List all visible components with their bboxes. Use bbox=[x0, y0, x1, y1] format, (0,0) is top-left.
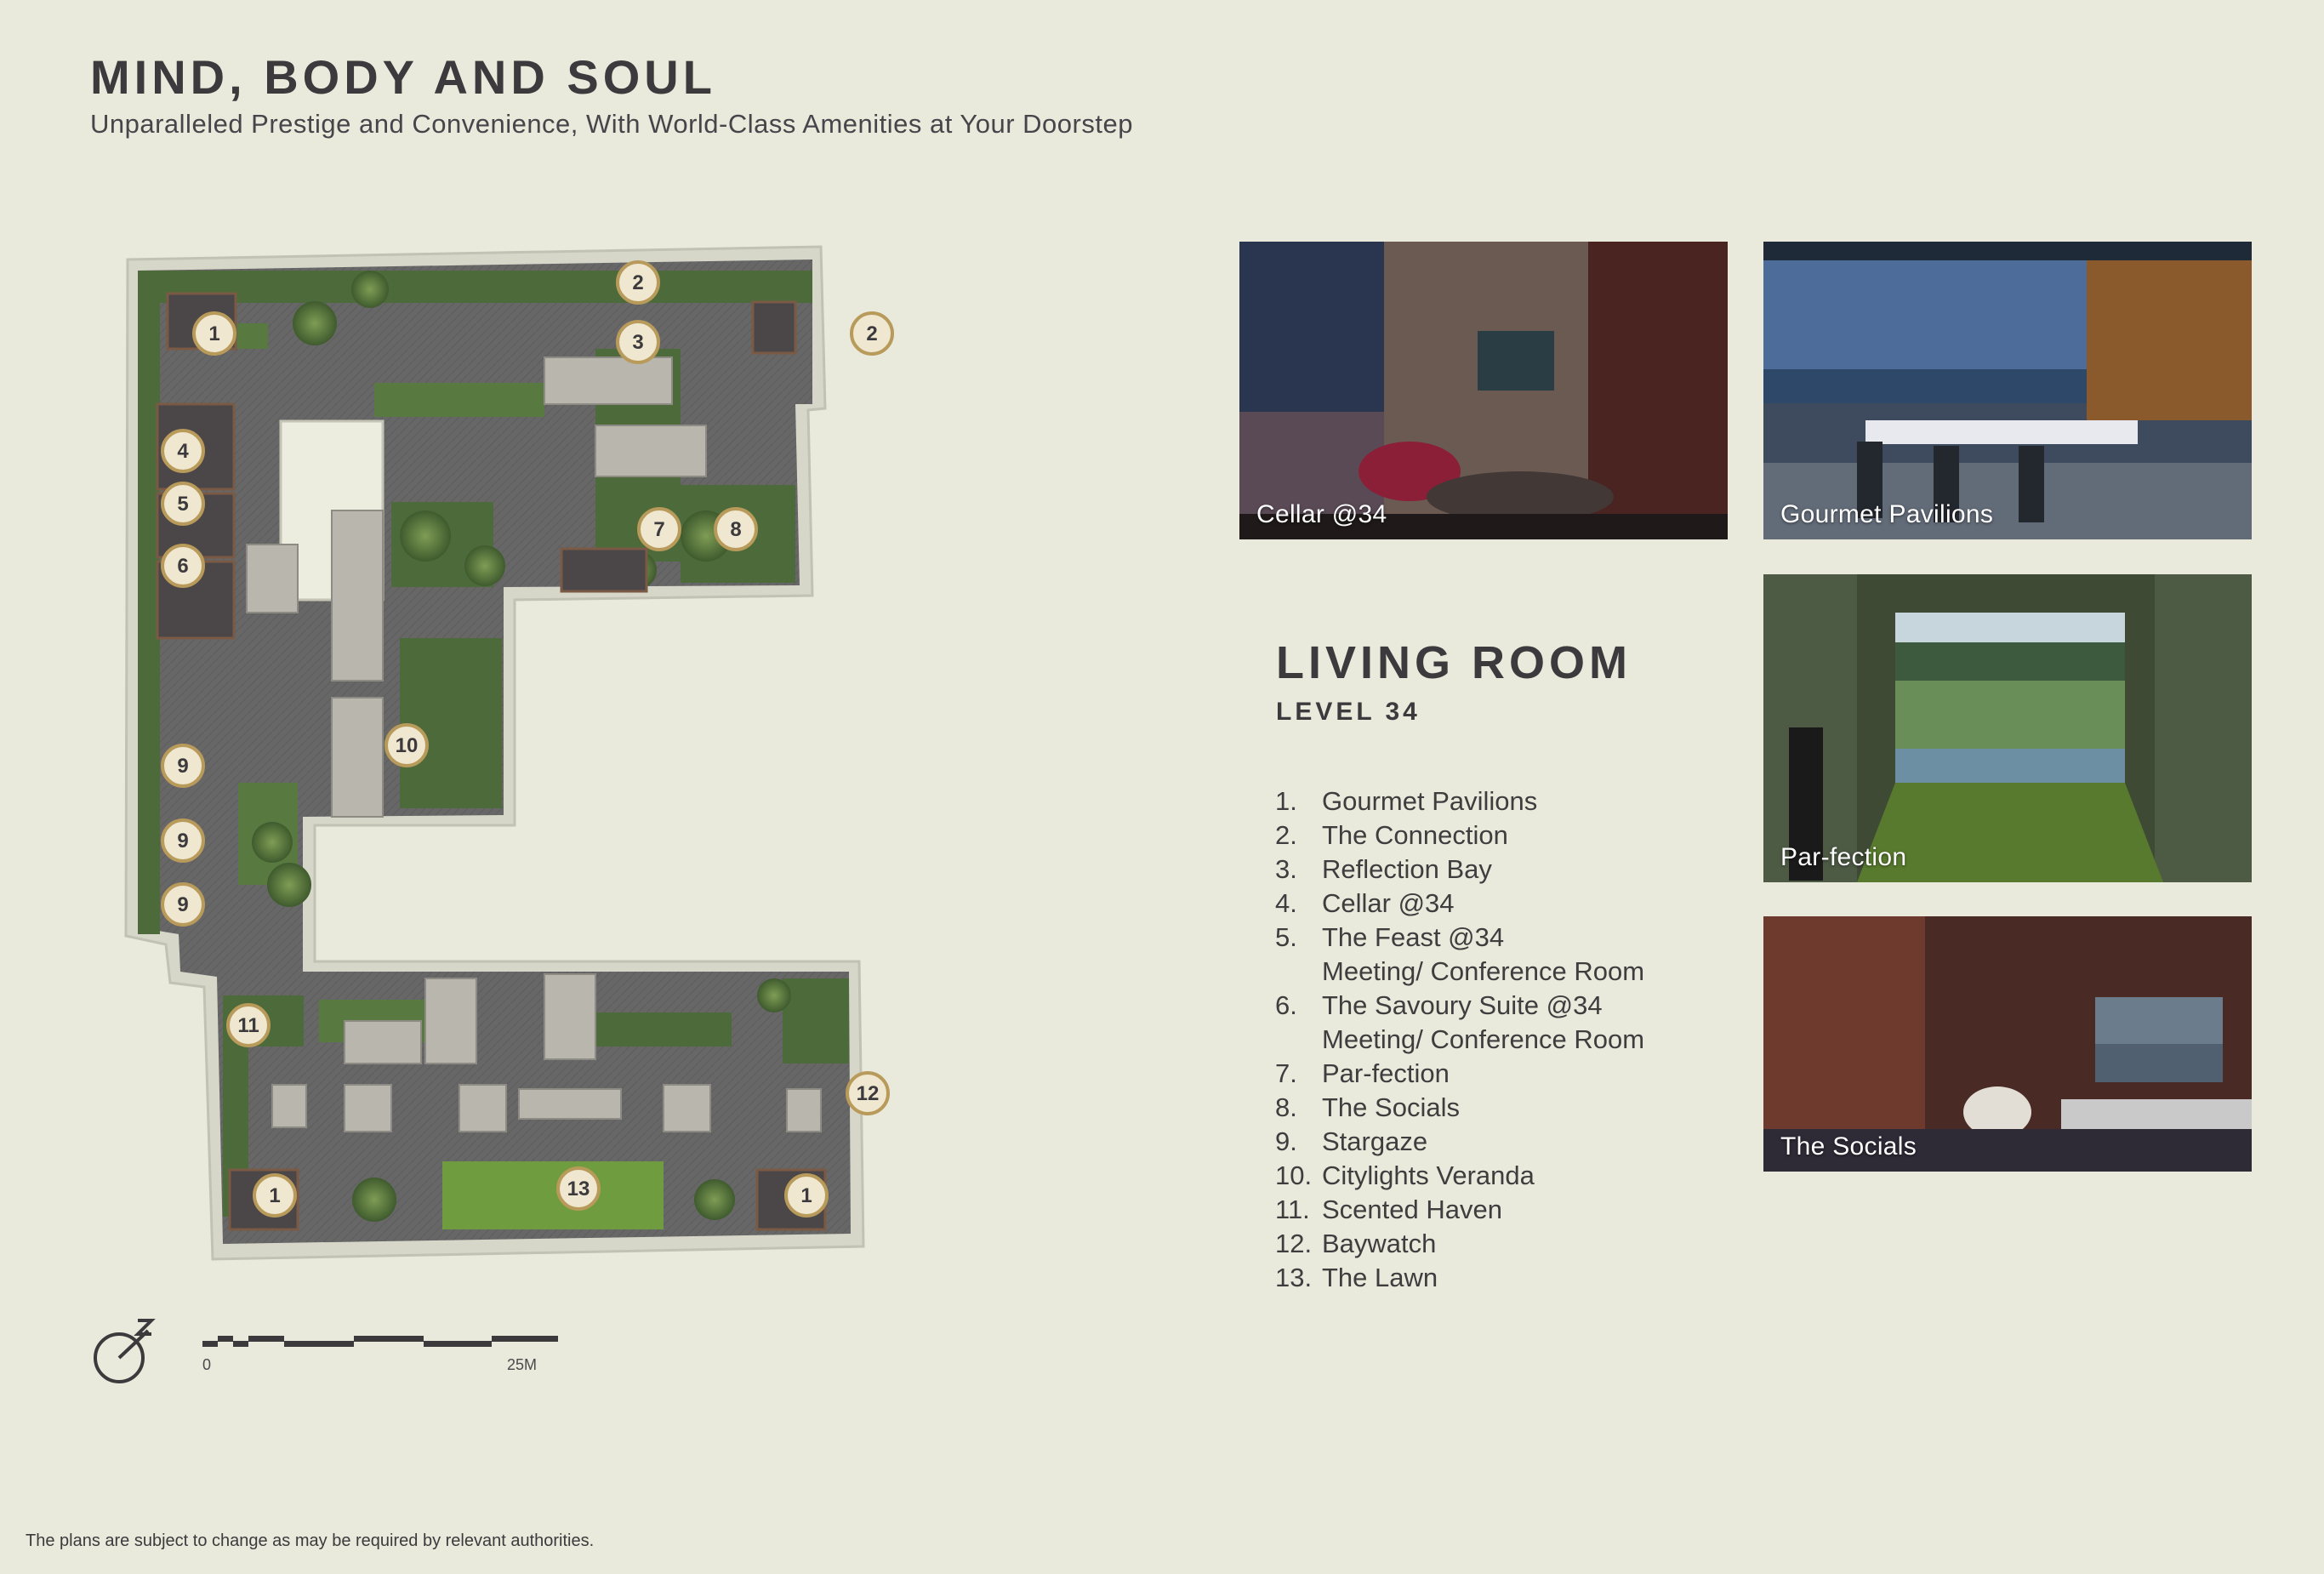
legend-text bbox=[1322, 1057, 1450, 1091]
legend-label: Meeting/ Conference Room bbox=[1322, 956, 1645, 986]
plan-marker-number: 3 bbox=[632, 331, 644, 354]
page-subtitle: Unparalleled Prestige and Convenience, With World-Class Amenities at Your Doorstep bbox=[90, 109, 1133, 139]
legend-number: 5. bbox=[1275, 922, 1297, 952]
plan-marker bbox=[162, 820, 203, 861]
legend-item bbox=[1275, 1159, 1644, 1193]
amenity-legend bbox=[1275, 784, 1644, 1295]
plan-marker bbox=[162, 745, 203, 786]
plan-marker-number: 11 bbox=[237, 1014, 259, 1037]
legend-label: Baywatch bbox=[1322, 1229, 1437, 1258]
legend-text bbox=[1322, 818, 1508, 853]
plan-marker bbox=[194, 313, 235, 354]
page-title: MIND, BODY AND SOUL bbox=[90, 50, 716, 104]
legend-label: Citylights Veranda bbox=[1322, 1161, 1535, 1190]
legend-number: 4. bbox=[1275, 888, 1297, 918]
legend-item bbox=[1275, 1193, 1644, 1227]
legend-label: Gourmet Pavilions bbox=[1322, 786, 1538, 816]
legend-number: 8. bbox=[1275, 1092, 1297, 1122]
legend-text bbox=[1322, 1261, 1438, 1295]
legend-label: Meeting/ Conference Room bbox=[1322, 1024, 1645, 1054]
legend-text bbox=[1322, 1159, 1535, 1193]
legend-label: Scented Haven bbox=[1322, 1195, 1502, 1224]
legend-text bbox=[1322, 1227, 1436, 1261]
plan-marker-number: 13 bbox=[567, 1178, 590, 1200]
legend-item bbox=[1275, 1261, 1644, 1295]
level-title: LIVING ROOM bbox=[1276, 637, 1632, 688]
legend-number: 6. bbox=[1275, 990, 1297, 1020]
legend-number: 10. bbox=[1275, 1161, 1313, 1190]
plan-marker-number: 6 bbox=[177, 555, 189, 578]
plan-marker bbox=[847, 1073, 888, 1114]
plan-marker-number: 1 bbox=[269, 1184, 281, 1207]
legend-item bbox=[1275, 818, 1644, 853]
legend-item bbox=[1275, 1125, 1644, 1159]
legend-text bbox=[1322, 1125, 1427, 1159]
photo-the-socials bbox=[1763, 916, 2252, 1172]
legend-label: Reflection Bay bbox=[1322, 854, 1492, 884]
north-arrow-icon bbox=[88, 1314, 165, 1390]
plan-marker bbox=[639, 509, 680, 550]
plan-marker-number: 9 bbox=[177, 893, 189, 916]
legend-item bbox=[1275, 853, 1644, 887]
plan-marker bbox=[162, 431, 203, 471]
plan-marker-number: 4 bbox=[177, 440, 189, 463]
plan-marker bbox=[162, 884, 203, 925]
legend-item bbox=[1275, 1227, 1644, 1261]
legend-number: 11. bbox=[1275, 1195, 1310, 1224]
legend-text bbox=[1322, 921, 1644, 989]
plan-marker-number: 2 bbox=[866, 322, 878, 345]
plan-marker bbox=[162, 483, 203, 524]
legend-number: 3. bbox=[1275, 854, 1297, 884]
plan-marker-number: 7 bbox=[653, 518, 665, 541]
plan-marker-number: 2 bbox=[632, 271, 644, 294]
plan-marker bbox=[386, 725, 427, 766]
legend-number: 13. bbox=[1275, 1263, 1313, 1292]
legend-text bbox=[1322, 853, 1492, 887]
plan-marker bbox=[558, 1168, 599, 1209]
photo-cellar bbox=[1239, 242, 1728, 539]
legend-number: 1. bbox=[1275, 786, 1297, 816]
plan-marker-number: 1 bbox=[800, 1184, 812, 1207]
plan-marker bbox=[618, 262, 658, 303]
plan-marker bbox=[228, 1005, 269, 1046]
legend-item bbox=[1275, 784, 1644, 818]
legend-text bbox=[1322, 887, 1455, 921]
legend-number: 12. bbox=[1275, 1229, 1313, 1258]
legend-item bbox=[1275, 887, 1644, 921]
legend-label: The Feast @34 bbox=[1322, 922, 1505, 952]
scale-start-label: 0 bbox=[202, 1356, 212, 1373]
legend-label: The Lawn bbox=[1322, 1263, 1438, 1292]
legend-label: Cellar @34 bbox=[1322, 888, 1455, 918]
plan-marker-number: 8 bbox=[730, 518, 742, 541]
legend-item bbox=[1275, 1091, 1644, 1125]
legend-label: The Savoury Suite @34 bbox=[1322, 990, 1603, 1020]
site-plan bbox=[119, 230, 953, 1285]
plan-marker-number: 1 bbox=[208, 322, 220, 345]
legend-item bbox=[1275, 1057, 1644, 1091]
scale-end-label: 25M bbox=[507, 1356, 538, 1373]
photo-par-fection bbox=[1763, 574, 2252, 882]
legend-text bbox=[1322, 1091, 1460, 1125]
scale-bar bbox=[201, 1334, 558, 1375]
plan-marker-number: 9 bbox=[177, 830, 189, 853]
legend-text bbox=[1322, 784, 1537, 818]
plan-marker bbox=[162, 545, 203, 586]
photo-gourmet-pavilions bbox=[1763, 242, 2252, 539]
plan-marker-number: 10 bbox=[395, 734, 419, 757]
photo-caption: The Socials bbox=[1780, 1132, 1917, 1161]
plan-marker-number: 12 bbox=[856, 1082, 880, 1105]
legend-item bbox=[1275, 989, 1644, 1057]
photo-caption: Cellar @34 bbox=[1256, 500, 1387, 528]
legend-label: Par-fection bbox=[1322, 1058, 1450, 1088]
legend-item bbox=[1275, 921, 1644, 989]
legend-text bbox=[1322, 989, 1644, 1057]
photo-caption: Par-fection bbox=[1780, 843, 1907, 871]
photo-caption: Gourmet Pavilions bbox=[1780, 500, 1994, 528]
disclaimer-footnote: The plans are subject to change as may be required by relevant authorities. bbox=[26, 1531, 595, 1550]
plan-marker bbox=[852, 313, 892, 354]
legend-label: Stargaze bbox=[1322, 1126, 1428, 1156]
legend-number: 2. bbox=[1275, 820, 1297, 850]
legend-number: 7. bbox=[1275, 1058, 1297, 1088]
plan-marker bbox=[618, 322, 658, 362]
legend-text bbox=[1322, 1193, 1502, 1227]
level-subtitle: LEVEL 34 bbox=[1276, 698, 1421, 726]
plan-marker bbox=[715, 509, 756, 550]
plan-marker-number: 9 bbox=[177, 755, 189, 778]
plan-marker-number: 5 bbox=[177, 493, 189, 516]
legend-number: 9. bbox=[1275, 1126, 1297, 1156]
legend-label: The Connection bbox=[1322, 820, 1508, 850]
legend-label: The Socials bbox=[1322, 1092, 1460, 1122]
plan-marker bbox=[254, 1175, 295, 1216]
plan-marker bbox=[786, 1175, 827, 1216]
